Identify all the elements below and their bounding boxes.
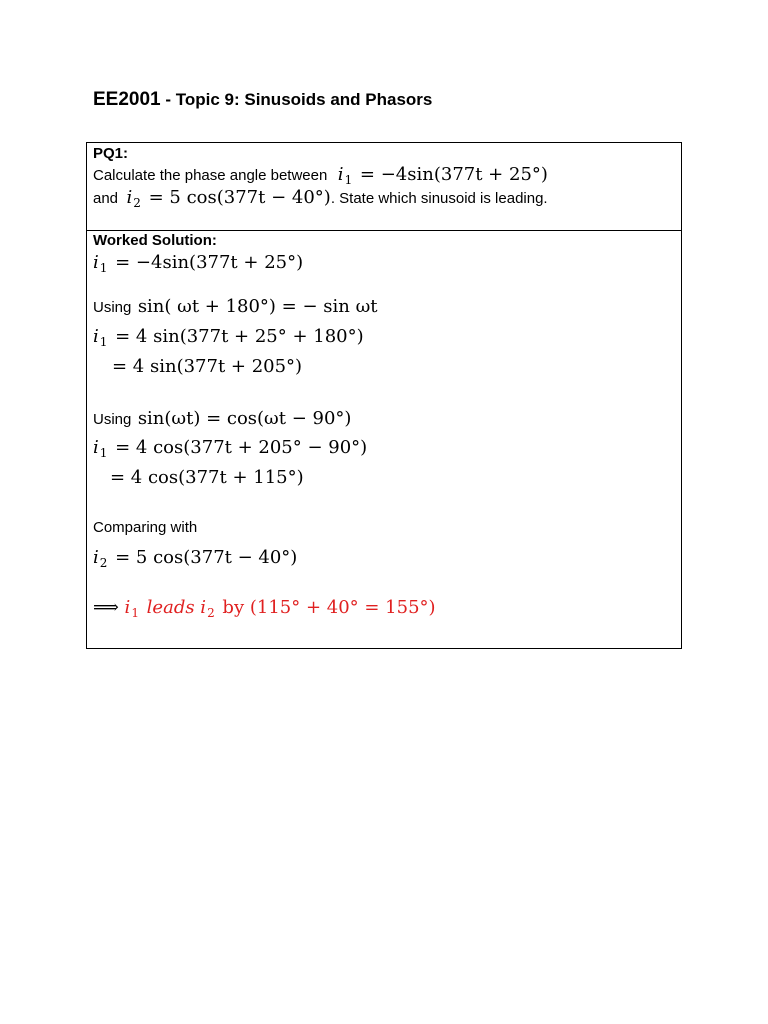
- using-label-2: Using: [93, 411, 132, 428]
- question-label: PQ1:: [93, 145, 129, 162]
- step-4-equation: $i_1 = 4$ cos(377t + 205° − 90°): [93, 437, 368, 460]
- step-5-equation: = 4 cos(377t + 115°): [110, 467, 304, 488]
- question-and: and: [93, 190, 119, 207]
- step-3-equation: = 4 sin(377t + 205°): [112, 356, 303, 377]
- course-code: EE2001: [93, 89, 161, 110]
- identity-1-expression: sin( ωt + 180°) = − sin ωt: [137, 296, 378, 317]
- solution-heading: Worked Solution:: [93, 232, 217, 249]
- page-title: [93, 89, 432, 111]
- step-2-equation: $i_1 = 4$ sin(377t + 25° + 180°): [93, 326, 364, 349]
- i1-expression: $i_1 = -4\sin(377t + 25^\circ)$: [337, 164, 548, 187]
- identity-2: [93, 408, 351, 429]
- conclusion: [93, 597, 436, 620]
- section-divider: [86, 230, 682, 231]
- step-1-equation: $i_1 = -4\sin(377t + 25^\circ)$: [93, 252, 304, 275]
- identity-2-expression: sin(ωt) = cos(ωt − 90°): [137, 408, 352, 429]
- topic-title: - Topic 9: Sinusoids and Phasors: [160, 90, 433, 109]
- comparing-label: Comparing with: [93, 519, 198, 536]
- question-line-2: [93, 187, 548, 210]
- question-tail: . State which sinusoid is leading.: [330, 190, 548, 207]
- identity-1: [93, 296, 378, 317]
- conclusion-text: $i_1$ leads $i_2$ by (115° + 40° = 155°): [124, 597, 436, 620]
- question-line-1: [93, 164, 548, 187]
- implies-arrow-icon: ⟹: [93, 597, 119, 618]
- step-6-equation: $i_2 = 5$ cos(377t − 40°): [93, 547, 298, 570]
- using-label-1: Using: [93, 299, 132, 316]
- question-text: Calculate the phase angle between: [93, 167, 328, 184]
- i2-expression: $i_2 = 5$ cos(377t − 40°): [126, 187, 331, 210]
- problem-box: [86, 142, 682, 649]
